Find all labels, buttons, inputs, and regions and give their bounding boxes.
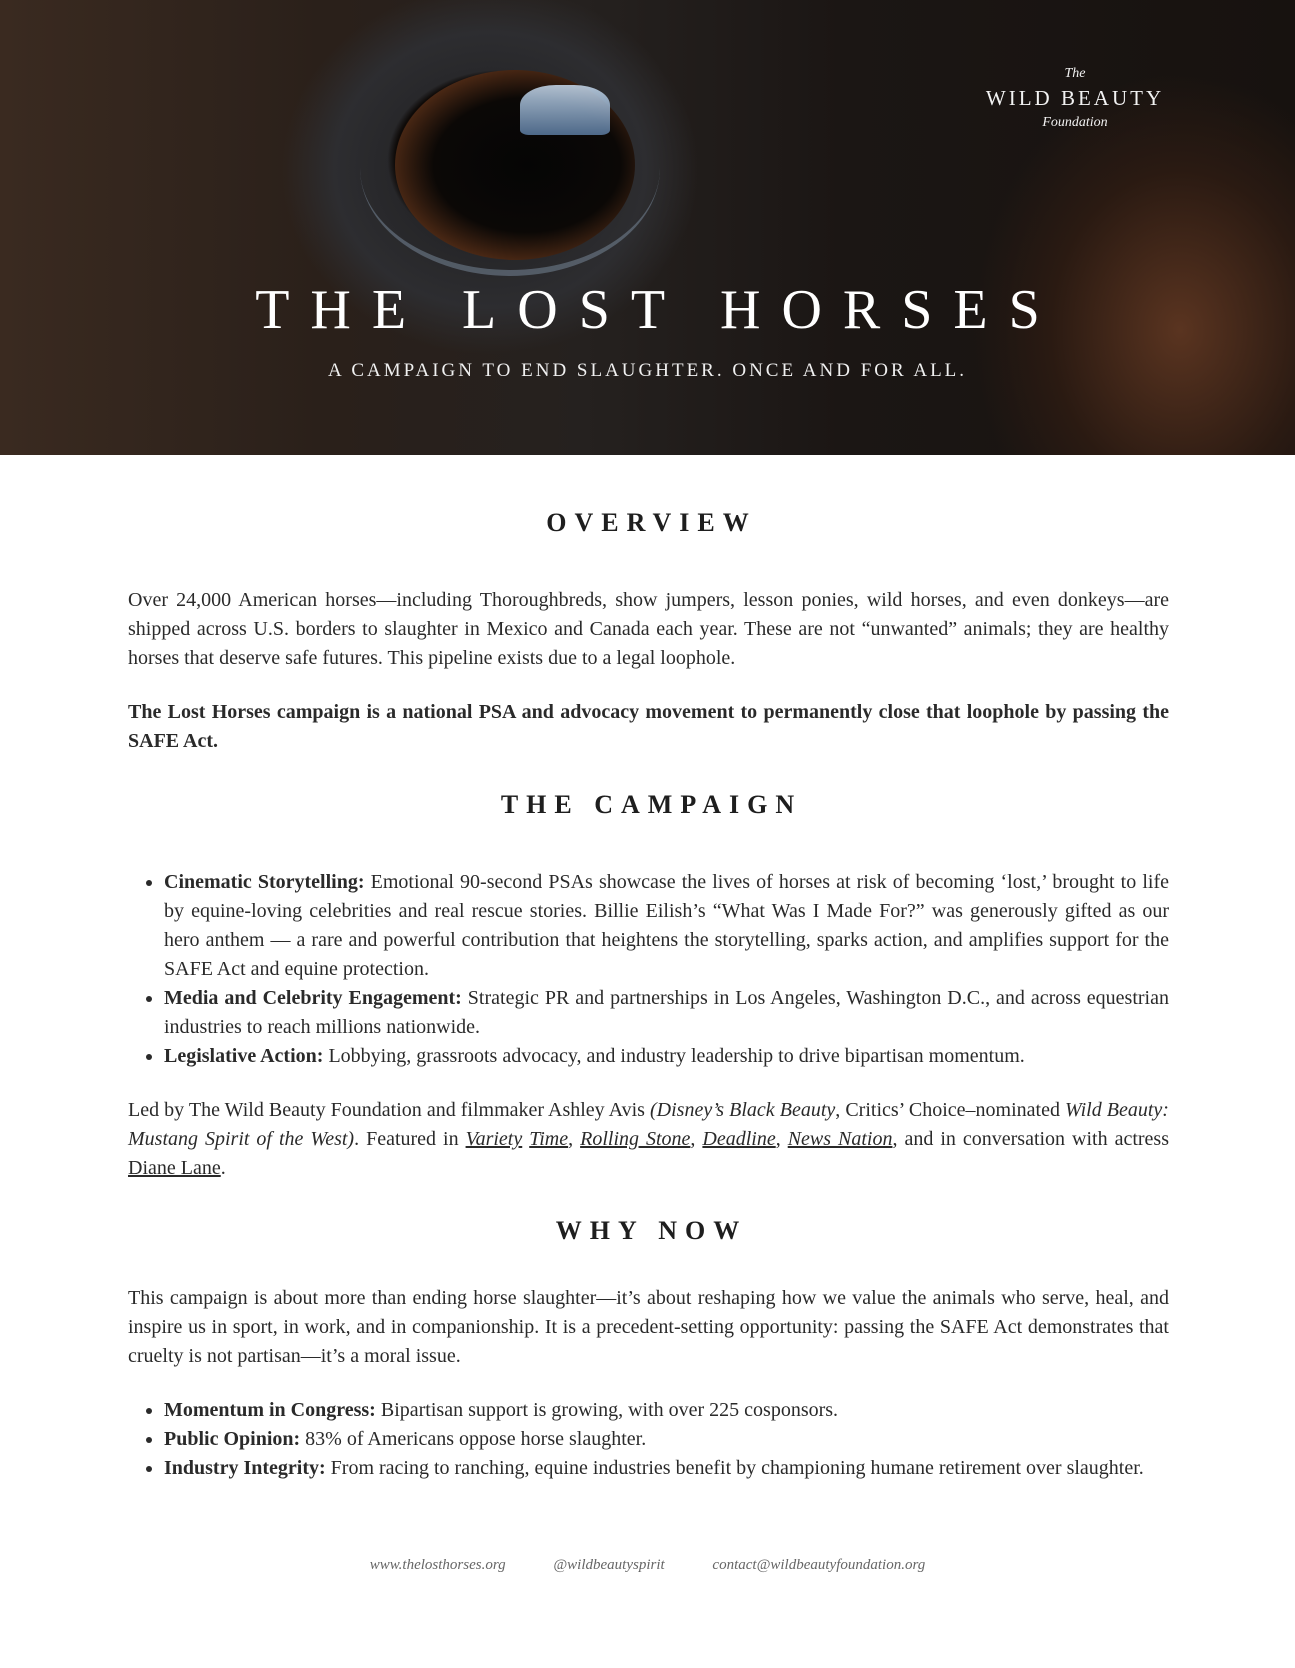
item-text: From racing to ranching, equine industries benefit by championing humane retirement over slaughter.: [325, 1457, 1144, 1479]
footer-social[interactable]: @wildbeautyspirit: [553, 1557, 665, 1573]
list-item: [164, 1454, 1169, 1483]
footer: [0, 1557, 1295, 1574]
logo-foundation: Foundation: [1042, 115, 1108, 130]
item-text: Emotional 90-second PSAs showcase the lives of horses at risk of becoming ‘lost,’ brought to life by equine-loving celebrities and real rescue stories. Billie Eilish’s “What Was I Made For?” was generously gifted as our hero anthem — a rare and powerful contribution that heightens the storytelling, sparks action, and amplifies support for the SAFE Act and equine protection.: [164, 871, 1169, 980]
text: . Featured in: [354, 1128, 466, 1150]
link-variety[interactable]: Variety: [465, 1128, 523, 1150]
item-label: Industry Integrity:: [164, 1457, 326, 1479]
list-item: [164, 868, 1169, 984]
text: Wild Beauty: Mustang Spirit of the West): [128, 1099, 1169, 1150]
link-rolling-stone[interactable]: Rolling Stone: [580, 1128, 691, 1150]
link-news-nation[interactable]: News Nation: [787, 1128, 893, 1150]
list-item: [164, 984, 1169, 1042]
why-now-section: [128, 1284, 1169, 1483]
overview-paragraph: Over 24,000 American horses—including Thoroughbreds, show jumpers, lesson ponies, wild horses, and even donkeys—are shipped across U.S. borders to slaughter in Mexico and Canada each year. These are not “unwanted” animals; they are healthy horses that deserve safe futures. This pipeline exists due to a legal loophole.: [128, 589, 1169, 669]
list-item: [164, 1042, 1169, 1071]
why-now-list: [128, 1396, 1169, 1483]
list-item: [164, 1425, 1169, 1454]
why-now-heading: WHY NOW: [555, 1216, 748, 1245]
page-subtitle: A CAMPAIGN TO END SLAUGHTER. ONCE AND FOR ALL.: [327, 360, 968, 381]
campaign-section: [128, 868, 1169, 1183]
campaign-heading: THE CAMPAIGN: [500, 790, 803, 819]
page-title: THE LOST HORSES: [255, 279, 1061, 341]
horse-eye-reflection: [520, 85, 610, 135]
overview-section: [128, 586, 1169, 756]
item-label: Cinematic Storytelling:: [164, 871, 365, 893]
overview-bold-paragraph: The Lost Horses campaign is a national PSA and advocacy movement to permanently close that loophole by passing the SAFE Act.: [128, 701, 1169, 752]
text: (Disney’s Black Beauty: [650, 1099, 836, 1121]
logo-the: The: [1064, 66, 1086, 81]
item-text: 83% of Americans oppose horse slaughter.: [300, 1428, 647, 1450]
footer-email[interactable]: contact@wildbeautyfoundation.org: [712, 1557, 926, 1573]
link-time[interactable]: Time: [529, 1128, 569, 1150]
item-text: Lobbying, grassroots advocacy, and industry leadership to drive bipartisan momentum.: [323, 1045, 1025, 1067]
item-label: Momentum in Congress:: [164, 1399, 376, 1421]
hero-banner: [0, 0, 1295, 455]
list-item: [164, 1396, 1169, 1425]
footer-website[interactable]: www.thelosthorses.org: [369, 1557, 506, 1573]
campaign-list: [128, 868, 1169, 1071]
logo-name: WILD BEAUTY: [985, 86, 1165, 110]
overview-heading: OVERVIEW: [546, 508, 757, 537]
item-text: Bipartisan support is growing, with over 225 cosponsors.: [375, 1399, 839, 1421]
text: , Critics’ Choice–nominated: [835, 1099, 1066, 1121]
text: Led by The Wild Beauty Foundation and filmmaker Ashley Avis: [128, 1099, 651, 1121]
item-label: Legislative Action:: [164, 1045, 324, 1067]
link-diane-lane[interactable]: Diane Lane: [128, 1157, 221, 1179]
item-text: Strategic PR and partnerships in Los Angeles, Washington D.C., and across equestrian industries to reach millions nationwide.: [164, 987, 1169, 1038]
item-label: Public Opinion:: [164, 1428, 301, 1450]
text: , and in conversation with actress: [892, 1128, 1169, 1150]
item-label: Media and Celebrity Engagement:: [164, 987, 462, 1009]
why-now-paragraph: This campaign is about more than ending horse slaughter—it’s about reshaping how we value the animals who serve, heal, and inspire us in sport, in work, and in companionship. It is a precedent-setting opportunity: passing the SAFE Act demonstrates that cruelty is not partisan—it’s a moral issue.: [128, 1287, 1169, 1367]
link-deadline[interactable]: Deadline: [702, 1128, 776, 1150]
led-by-paragraph: Led by The Wild Beauty Foundation and filmmaker Ashley Avis (Disney’s Black Beauty, Critics’ Choice–nominated Wild Beauty: Mustang Spirit of the West). Featured in Variety Time, Rolling Stone, Deadline, News Nation, and in conversation with actress Diane Lane.: [128, 1099, 1169, 1179]
foundation-logo: [960, 66, 1190, 131]
text: .: [220, 1157, 226, 1179]
